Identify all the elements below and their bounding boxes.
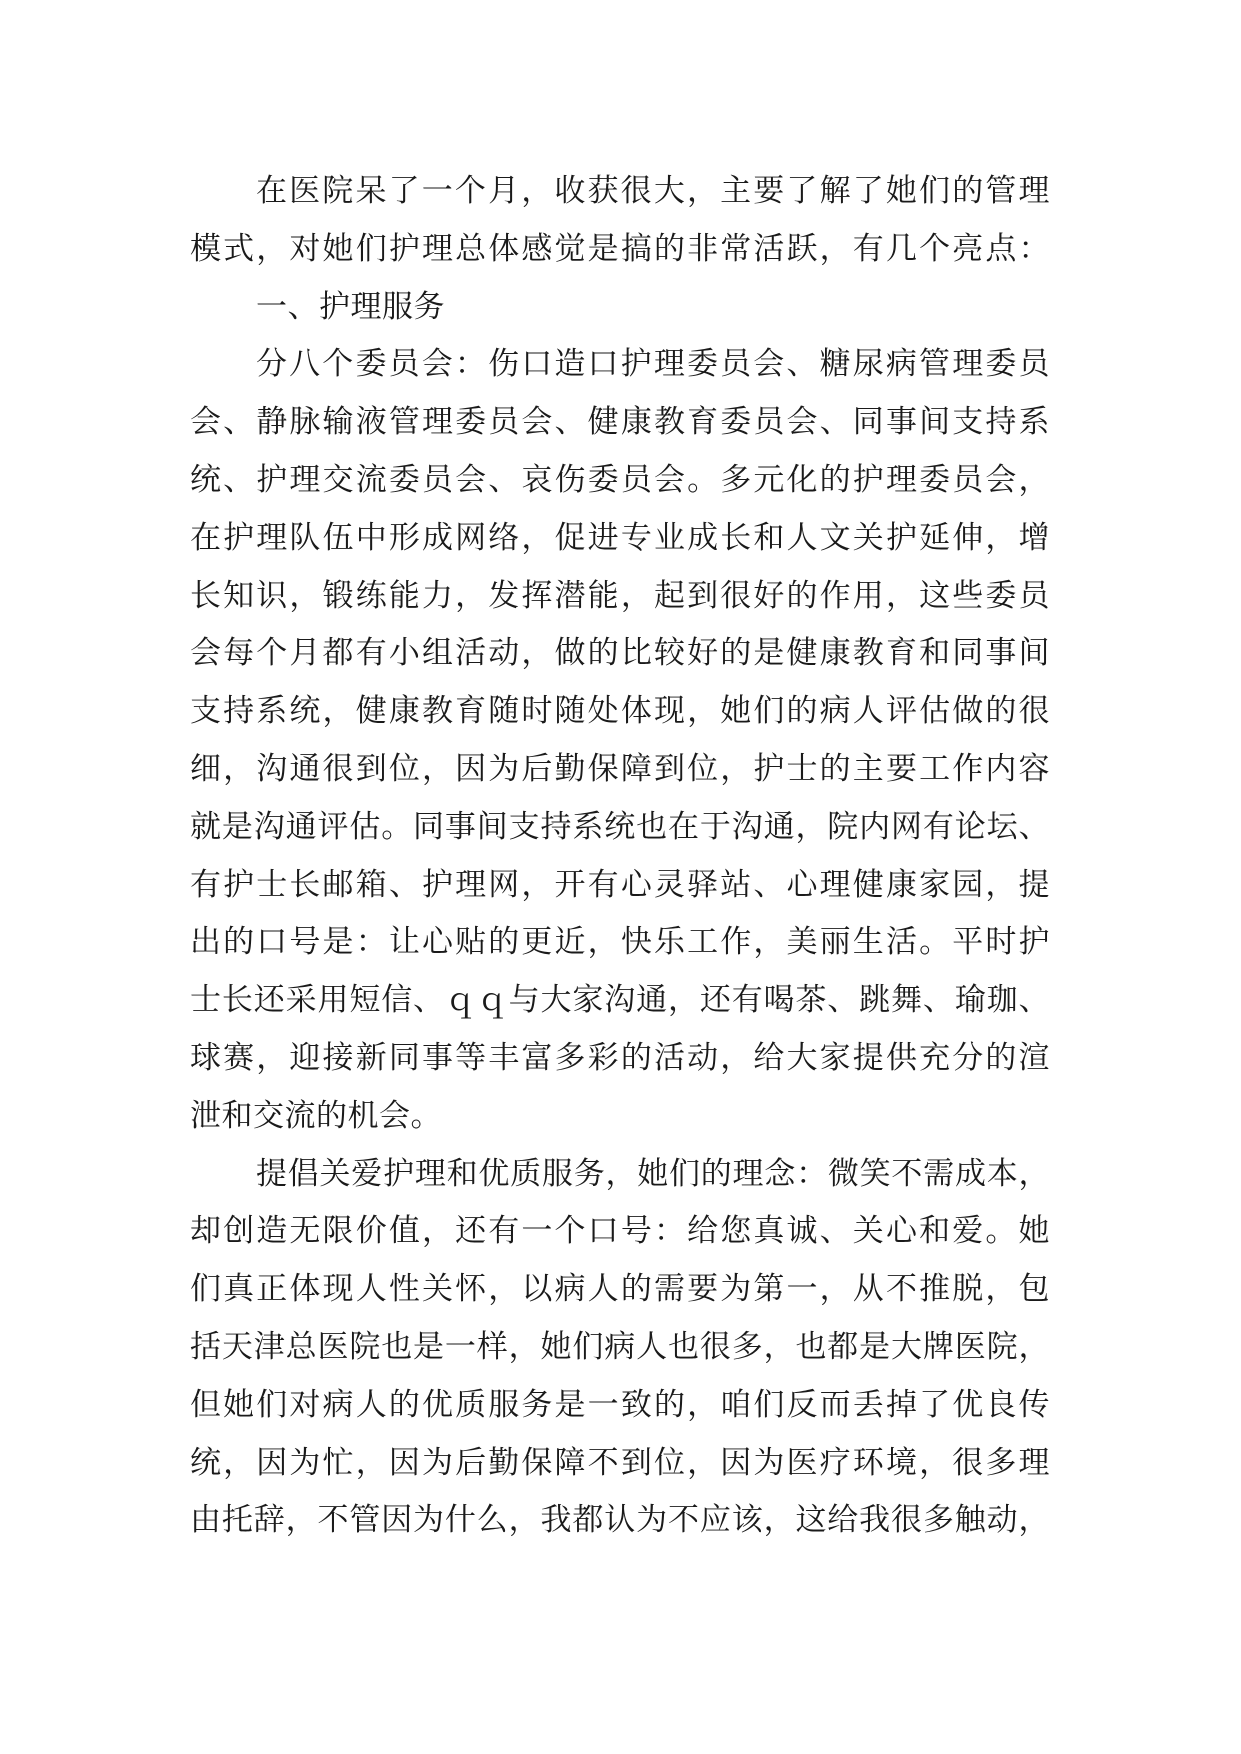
paragraph-1-line-2: 模式，对她们护理总体感觉是搞的非常活跃，有几个亮点：	[190, 230, 1050, 267]
section-heading: 一、护理服务	[256, 288, 445, 325]
paragraph-3-line-3: 们真正体现人性关怀，以病人的需要为第一，从不推脱，包	[190, 1271, 1050, 1308]
paragraph-2-line-10: 有护士长邮箱、护理网，开有心灵驿站、心理健康家园，提	[190, 866, 1050, 903]
paragraph-3-line-2: 却创造无限价值，还有一个口号：给您真诚、关心和爱。她	[190, 1213, 1050, 1250]
paragraph-1-line-1: 在医院呆了一个月，收获很大，主要了解了她们的管理	[256, 173, 1050, 209]
paragraph-2-line-7: 支持系统，健康教育随时随处体现，她们的病人评估做的很	[190, 693, 1050, 730]
paragraph-2-line-1: 分八个委员会：伤口造口护理委员会、糖尿病管理委员	[256, 346, 1050, 383]
paragraph-2-line-12: 士长还采用短信、ｑｑ与大家沟通，还有喝茶、跳舞、瑜珈、	[190, 982, 1050, 1019]
paragraph-3-line-7: 由托辞，不管因为什么，我都认为不应该，这给我很多触动，	[190, 1502, 1050, 1539]
paragraph-2-line-8: 细，沟通很到位，因为后勤保障到位，护士的主要工作内容	[190, 750, 1050, 787]
paragraph-2-line-4: 在护理队伍中形成网络，促进专业成长和人文关护延伸，增	[190, 519, 1050, 556]
paragraph-2-line-6: 会每个月都有小组活动，做的比较好的是健康教育和同事间	[190, 635, 1050, 672]
paragraph-2-line-2: 会、静脉输液管理委员会、健康教育委员会、同事间支持系	[190, 404, 1050, 441]
paragraph-2-line-13: 球赛，迎接新同事等丰富多彩的活动，给大家提供充分的渲	[190, 1039, 1050, 1076]
paragraph-2-line-3: 统、护理交流委员会、哀伤委员会。多元化的护理委员会，	[190, 461, 1050, 498]
document-body	[190, 163, 1050, 1550]
paragraph-3-line-4: 括天津总医院也是一样，她们病人也很多，也都是大牌医院，	[190, 1328, 1050, 1365]
paragraph-2-line-11: 出的口号是：让心贴的更近，快乐工作，美丽生活。平时护	[190, 924, 1050, 961]
paragraph-3-line-6: 统，因为忙，因为后勤保障不到位，因为医疗环境，很多理	[190, 1444, 1050, 1481]
paragraph-3-line-1: 提倡关爱护理和优质服务，她们的理念：微笑不需成本，	[256, 1155, 1050, 1192]
paragraph-2-line-9: 就是沟通评估。同事间支持系统也在于沟通，院内网有论坛、	[190, 808, 1050, 845]
paragraph-3-line-5: 但她们对病人的优质服务是一致的，咱们反而丢掉了优良传	[190, 1386, 1050, 1423]
paragraph-2-line-5: 长知识，锻练能力，发挥潜能，起到很好的作用，这些委员	[190, 577, 1050, 614]
paragraph-2-line-14: 泄和交流的机会。	[190, 1097, 442, 1134]
